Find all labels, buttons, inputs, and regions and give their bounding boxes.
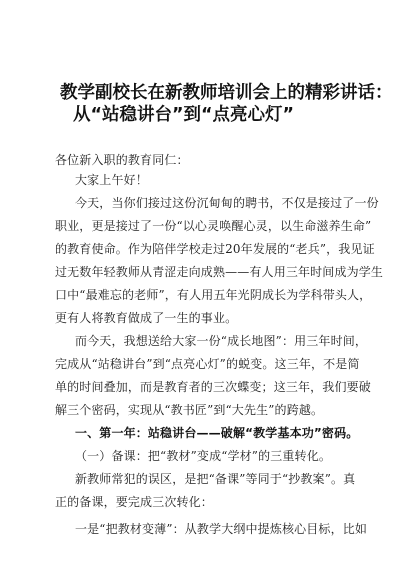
body-line: 过无数年轻教师从青涩走向成熟——有人用三年时间成为学生 bbox=[55, 265, 384, 279]
body-line: 一是“把教材变薄”：从教学大纲中提炼核心目标，比如 bbox=[75, 522, 368, 536]
body-line: 的教育使命。作为陪伴学校走过20年发展的“老兵”，我见证 bbox=[55, 242, 375, 256]
body-line: 口中“最难忘的老师”，有人用五年光阴成长为学科带头人， bbox=[55, 288, 372, 302]
body-line: 而今天，我想送给大家一份“成长地图”：用三年时间， bbox=[75, 334, 368, 348]
body-line: 新教师常犯的误区，是把“备课”等同于“抄教案”。真 bbox=[75, 472, 356, 486]
document-title-line-1: 教学副校长在新教师培训会上的精彩讲话： bbox=[60, 83, 393, 103]
body-line: 单的时间叠加，而是教育者的三次蝶变；这三年，我们要破 bbox=[55, 380, 371, 394]
body-line: 职业，更是接过了一份“以心灵唤醒心灵，以生命滋养生命” bbox=[55, 219, 372, 233]
section-heading: 一、第一年：站稳讲台——破解“教学基本功”密码。 bbox=[75, 426, 359, 440]
body-line: 大家上午好！ bbox=[75, 173, 148, 187]
body-line: 完成从“站稳讲台”到“点亮心灯”的蜕变。这三年，不是简 bbox=[55, 357, 360, 371]
document-title-line-2: 从“站稳讲台”到“点亮心灯” bbox=[73, 105, 295, 125]
body-line: 更有人将教育做成了一生的事业。 bbox=[55, 311, 238, 325]
body-line: 正的备课，要完成三次转化： bbox=[55, 495, 213, 509]
body-line: 解三个密码，实现从“教书匠”到“大先生”的跨越。 bbox=[55, 403, 324, 417]
body-line: 各位新入职的教育同仁： bbox=[55, 153, 189, 167]
body-line: 今天，当你们接过这份沉甸甸的聘书，不仅是接过了一份 bbox=[75, 196, 379, 210]
body-line: （一）备课：把“教材”变成“学材”的三重转化。 bbox=[75, 449, 331, 463]
